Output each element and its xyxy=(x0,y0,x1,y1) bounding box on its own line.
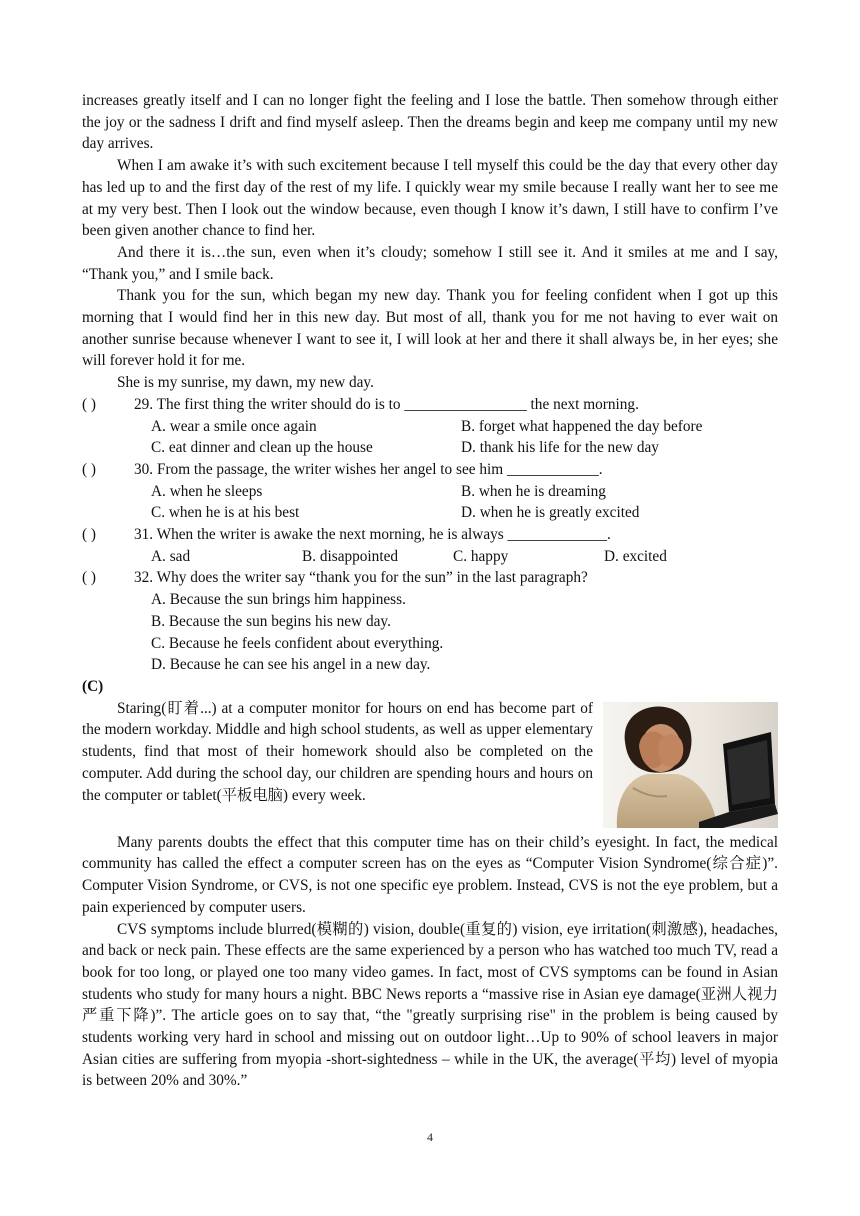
section-c-intro xyxy=(82,698,778,807)
passage-b-paragraph-2: When I am awake it’s with such excitement because I tell myself this could be the day that every other day has led up to and the first day of the rest of my life. I quickly wear my smile because I really want her to see me at my very best. Then I look out the window because, even though I know it’s dawn, I still have to confirm I’ve been given another chance to find her. xyxy=(82,157,778,240)
option-d: D. thank his life for the new day xyxy=(461,439,659,457)
option-c: C. eat dinner and clean up the house xyxy=(151,439,373,457)
option-a: A. wear a smile once again xyxy=(151,417,317,435)
question-stem: 30. From the passage, the writer wishes her angel to see him ____________. xyxy=(134,460,603,478)
question-29 xyxy=(82,394,778,459)
question-30 xyxy=(82,459,778,524)
woman-at-laptop-rubbing-eyes-photo xyxy=(603,702,778,828)
question-31 xyxy=(82,524,778,567)
option-c: C. happy xyxy=(453,547,509,565)
option-a: A. sad xyxy=(151,547,191,565)
passage-b-paragraph-3: And there it is…the sun, even when it’s cloudy; somehow I still see it. And it smiles at me and I say, “Thank you,” and I smile back. xyxy=(82,243,778,283)
answer-blank[interactable]: ( ) xyxy=(82,395,97,413)
passage-b-paragraph-4: Thank you for the sun, which began my new day. Thank you for feeling confident when I got up this morning that I would find her in this new day. But most of all, thank you for me not having to ever wait on another sunrise because whenever I want to see it, I will look at her and there it shall always be, in her eyes; she will forever hold it for me. xyxy=(82,287,778,370)
question-stem: 32. Why does the writer say “thank you for the sun” in the last paragraph? xyxy=(134,569,588,587)
question-stem: 31. When the writer is awake the next morning, he is always _____________. xyxy=(134,526,611,544)
question-32 xyxy=(82,567,778,676)
section-c-paragraph-2: Many parents doubts the effect that this computer time has on their child’s eyesight. In fact, the medical community has called the effect a computer screen has on the eyes as “Computer Vision Syndrome(综合症)”. Computer Vision Syndrome, or CVS, is not one specific eye problem. Instead, CVS is not the eye problem, but a pain experienced by computer users. xyxy=(82,833,778,916)
option-a: A. Because the sun brings him happiness. xyxy=(151,591,406,609)
answer-blank[interactable]: ( ) xyxy=(82,526,97,544)
option-c: C. Because he feels confident about everything. xyxy=(151,634,444,652)
section-c-paragraph-3: CVS symptoms include blurred(模糊的) vision, double(重复的) vision, eye irritation(刺激感), headaches, and back or neck pain. These effects are the same experienced by a person who has watched too much TV, read a book for too long, or played one too many video games. In fact, most of CVS symptoms can be found in Asian students who study for many hours a night. BBC News reports a “massive rise in Asian eye damage(亚洲人视力严重下降)”. The article goes on to say that, “the "greatly surprising rise" in the problem is being caused by students working very hard in school and missing out on outdoor light…Up to 90% of school leavers in major Asian cities are suffering from myopia -short-sightedness – while in the UK, the average(平均) level of myopia is between 20% and 30%.” xyxy=(82,920,778,1090)
option-d: D. Because he can see his angel in a new day. xyxy=(151,656,431,674)
option-b: B. when he is dreaming xyxy=(461,482,606,500)
option-a: A. when he sleeps xyxy=(151,482,263,500)
passage-b-paragraph-5: She is my sunrise, my dawn, my new day. xyxy=(117,374,374,392)
answer-blank[interactable]: ( ) xyxy=(82,460,97,478)
document-page xyxy=(82,90,778,1092)
option-d: D. excited xyxy=(604,547,667,565)
question-stem: 29. The first thing the writer should do is to ________________ the next morning. xyxy=(134,395,639,413)
page-number: 4 xyxy=(427,1130,433,1144)
option-c: C. when he is at his best xyxy=(151,504,300,522)
option-b: B. disappointed xyxy=(302,547,399,565)
section-c-paragraph-1: Staring(盯着...) at a computer monitor for hours on end has become part of the modern workday. Middle and high school students, as well as upper elementary students, find that most of their homework should also be completed on the computer. Add during the school day, our children are spending hours and hours on the computer or tablet(平板电脑) every week. xyxy=(82,699,593,804)
option-d: D. when he is greatly excited xyxy=(461,504,640,522)
passage-b-paragraph-1: increases greatly itself and I can no longer fight the feeling and I lose the battle. Then somehow through either the joy or the sadness I drift and find myself asleep. Then the dreams begin and keep me company until my new day arrives. xyxy=(82,92,778,153)
section-c-title: (C) xyxy=(82,677,104,695)
answer-blank[interactable]: ( ) xyxy=(82,569,97,587)
option-b: B. Because the sun begins his new day. xyxy=(151,612,391,630)
option-b: B. forget what happened the day before xyxy=(461,417,703,435)
